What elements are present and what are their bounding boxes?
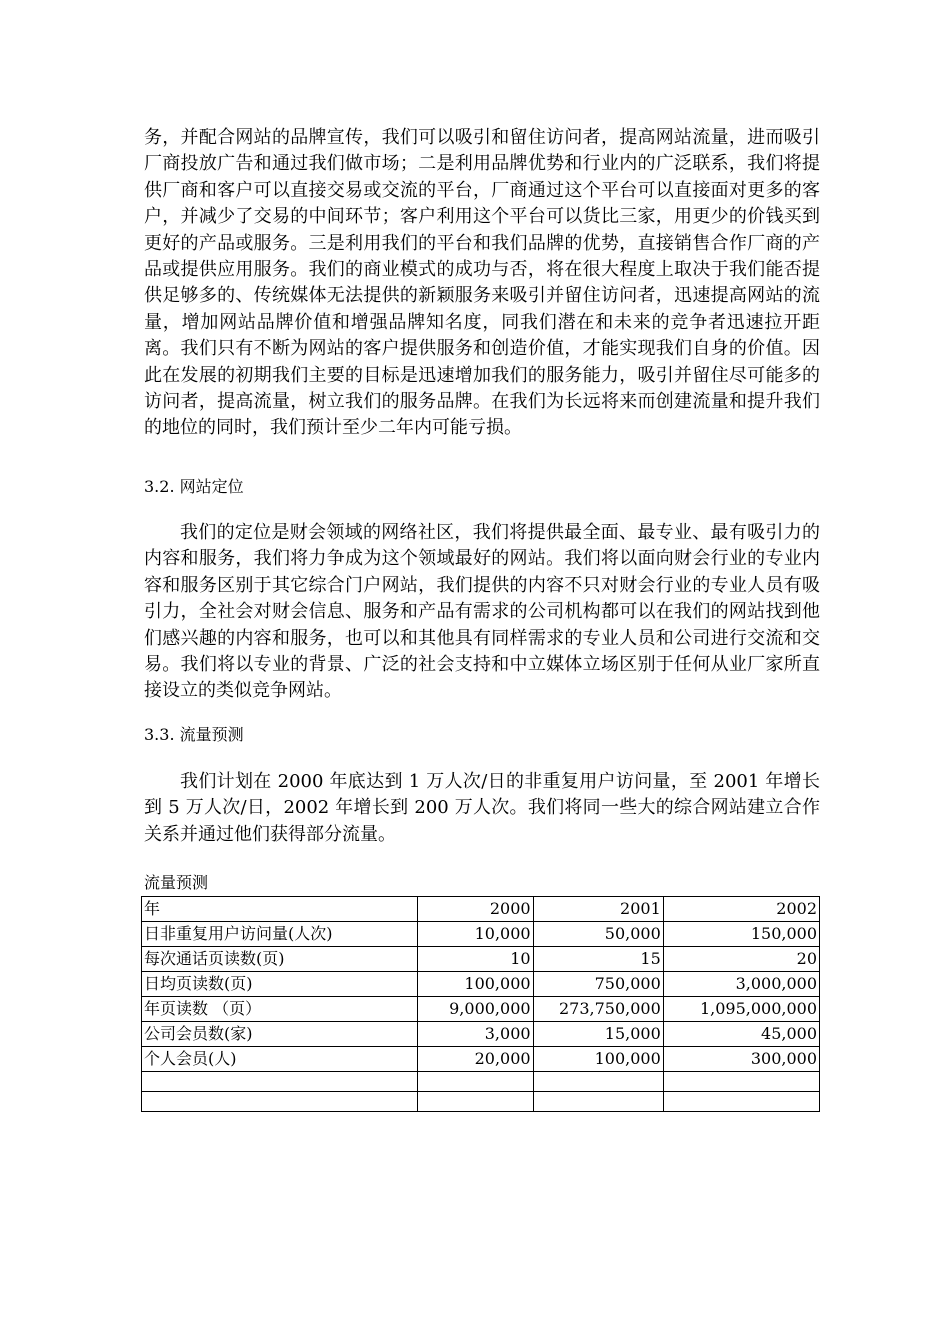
- empty-cell: [663, 1072, 819, 1092]
- cell-2000: 3,000: [418, 1022, 533, 1047]
- empty-cell: [142, 1092, 418, 1112]
- row-label: 每次通话页读数(页): [142, 947, 418, 972]
- row-label: 年: [142, 897, 418, 922]
- table-row: [142, 922, 820, 947]
- empty-cell: [142, 1072, 418, 1092]
- empty-table-row: [142, 1092, 820, 1112]
- cell-2001: 750,000: [533, 972, 663, 997]
- paragraph-traffic-forecast: 我们计划在 2000 年底达到 1 万人次/日的非重复用户访问量，至 2001 年增长到 5 万人次/日，2002 年增长到 200 万人次。我们将同一些大的综合网站建立合作关系并通过他们获得部分流量。: [144, 771, 820, 845]
- row-label: 公司会员数(家): [142, 1022, 418, 1047]
- row-label: 年页读数 （页）: [142, 997, 418, 1022]
- cell-2001: 100,000: [533, 1047, 663, 1072]
- table-row: [142, 997, 820, 1022]
- section-heading-3-3: 3.3. 流量预测: [144, 725, 244, 744]
- cell-2000: 10: [418, 947, 533, 972]
- row-label: 日均页读数(页): [142, 972, 418, 997]
- cell-2002: 1,095,000,000: [663, 997, 819, 1022]
- cell-2000: 2000: [418, 897, 533, 922]
- row-label: 个人会员(人): [142, 1047, 418, 1072]
- table-caption: 流量预测: [144, 873, 209, 892]
- cell-2001: 273,750,000: [533, 997, 663, 1022]
- paragraph-business-model: 务，并配合网站的品牌宣传，我们可以吸引和留住访问者，提高网站流量，进而吸引厂商投放广告和通过我们做市场；二是利用品牌优势和行业内的广泛联系，我们将提供厂商和客户可以直接交易或交流的平台，厂商通过这个平台可以直接面对更多的客户，并减少了交易的中间环节；客户利用这个平台可以货比三家，用更少的价钱买到更好的产品或服务。三是利用我们的平台和我们品牌的优势，直接销售合作厂商的产品或提供应用服务。我们的商业模式的成功与否，将在很大程度上取决于我们能否提供足够多的、传统媒体无法提供的新颖服务来吸引并留住访问者，迅速提高网站的流量，增加网站品牌价值和增强品牌知名度，同我们潜在和未来的竞争者迅速拉开距离。我们只有不断为网站的客户提供服务和创造价值，才能实现我们自身的价值。因此在发展的初期我们主要的目标是迅速增加我们的服务能力，吸引并留住尽可能多的访问者，提高流量，树立我们的服务品牌。在我们为长远将来而创建流量和提升我们的地位的同时，我们预计至少二年内可能亏损。: [144, 127, 820, 439]
- cell-2001: 2001: [533, 897, 663, 922]
- cell-2001: 50,000: [533, 922, 663, 947]
- empty-cell: [533, 1072, 663, 1092]
- cell-2001: 15,000: [533, 1022, 663, 1047]
- empty-cell: [533, 1092, 663, 1112]
- cell-2002: 20: [663, 947, 819, 972]
- cell-2000: 100,000: [418, 972, 533, 997]
- cell-2000: 9,000,000: [418, 997, 533, 1022]
- empty-cell: [663, 1092, 819, 1112]
- paragraph-positioning: 我们的定位是财会领域的网络社区，我们将提供最全面、最专业、最有吸引力的内容和服务，我们将力争成为这个领域最好的网站。我们将以面向财会行业的专业内容和服务区别于其它综合门户网站，我们提供的内容不只对财会行业的专业人员有吸引力，全社会对财会信息、服务和产品有需求的公司机构都可以在我们的网站找到他们感兴趣的内容和服务，也可以和其他具有同样需求的专业人员和公司进行交流和交易。我们将以专业的背景、广泛的社会支持和中立媒体立场区别于任何从业厂家所直接设立的类似竞争网站。: [144, 522, 820, 702]
- empty-cell: [418, 1072, 533, 1092]
- table-row: [142, 947, 820, 972]
- cell-2002: 3,000,000: [663, 972, 819, 997]
- cell-2002: 2002: [663, 897, 819, 922]
- cell-2002: 300,000: [663, 1047, 819, 1072]
- empty-table-row: [142, 1072, 820, 1092]
- cell-2000: 10,000: [418, 922, 533, 947]
- traffic-forecast-table: [141, 896, 820, 1112]
- cell-2002: 45,000: [663, 1022, 819, 1047]
- row-label: 日非重复用户访问量(人次): [142, 922, 418, 947]
- empty-cell: [418, 1092, 533, 1112]
- table-row: [142, 1022, 820, 1047]
- table-row: [142, 897, 820, 922]
- table-row: [142, 1047, 820, 1072]
- section-heading-3-2: 3.2. 网站定位: [144, 477, 244, 496]
- cell-2001: 15: [533, 947, 663, 972]
- cell-2002: 150,000: [663, 922, 819, 947]
- table-row: [142, 972, 820, 997]
- cell-2000: 20,000: [418, 1047, 533, 1072]
